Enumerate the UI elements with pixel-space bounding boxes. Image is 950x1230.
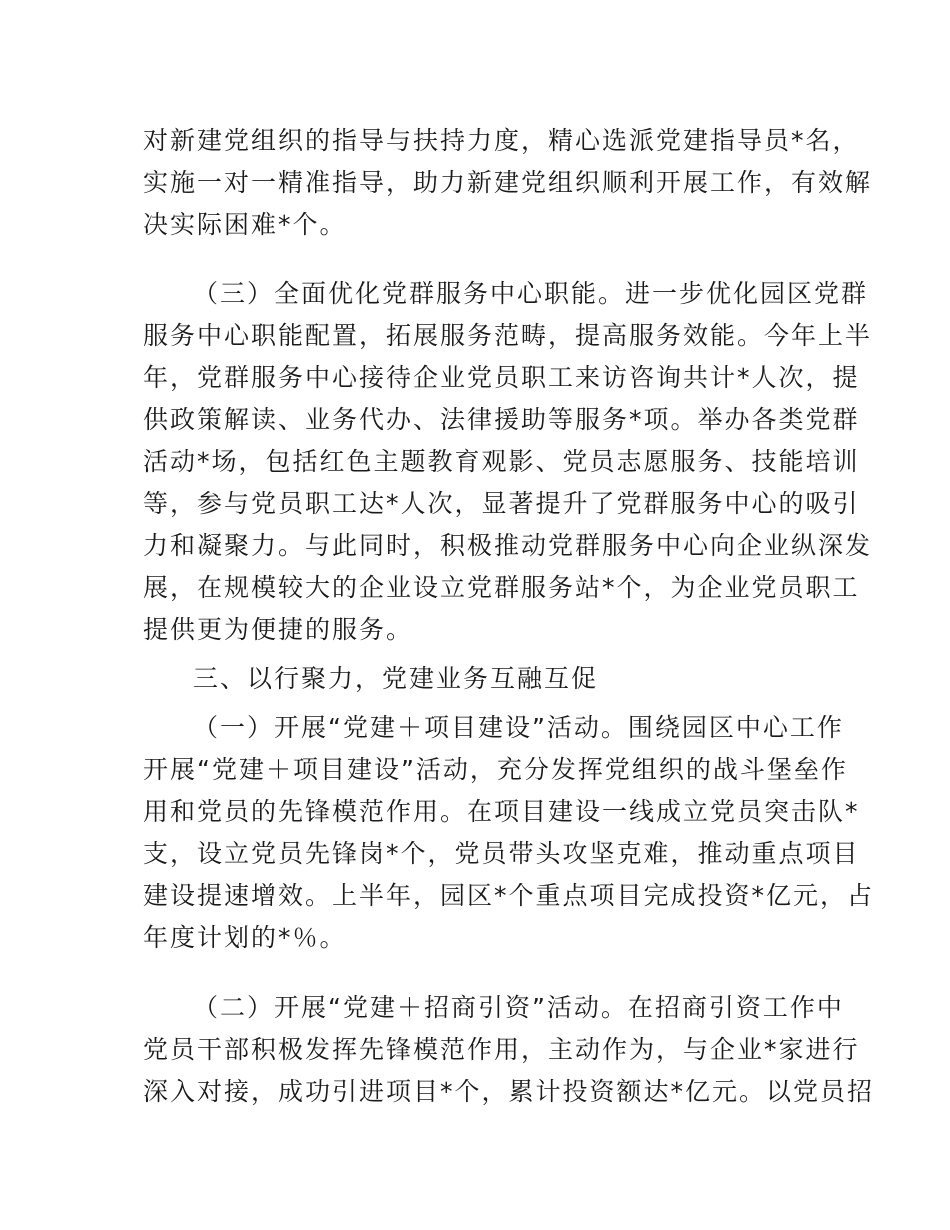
paragraph-line: 决实际困难*个。: [143, 210, 347, 239]
paragraph-line: 力和凝聚力。与此同时，积极推动党群服务中心向企业纵深发: [143, 531, 873, 560]
paragraph-line: 等，参与党员职工达*人次，显著提升了党群服务中心的吸引: [143, 489, 860, 518]
section-heading-line: （三）全面优化党群服务中心职能。进一步优化园区党群: [193, 279, 869, 308]
paragraph-line: 深入对接，成功引进项目*个，累计投资额达*亿元。以党员招: [143, 1077, 875, 1106]
paragraph-line: 年，党群服务中心接待企业党员职工来访咨询共计*人次，提: [143, 363, 860, 392]
paragraph-line: 年度计划的*％。: [143, 923, 347, 952]
paragraph-line: 支，设立党员先锋岗*个，党员带头攻坚克难，推动重点项目: [143, 839, 860, 868]
chapter-heading: 三、以行聚力，党建业务互融互促: [193, 664, 599, 693]
section-heading-line: （一）开展“党建＋项目建设”活动。围绕园区中心工作: [193, 713, 844, 742]
paragraph-line: 活动*场，包括红色主题教育观影、党员志愿服务、技能培训: [143, 447, 860, 476]
paragraph-line: 党员干部积极发挥先锋模范作用，主动作为，与企业*家进行: [143, 1035, 860, 1064]
paragraph-line: 用和党员的先锋模范作用。在项目建设一线成立党员突击队*: [143, 797, 860, 826]
paragraph-line: 提供更为便捷的服务。: [143, 615, 414, 644]
paragraph-line: 服务中心职能配置，拓展服务范畴，提高服务效能。今年上半: [143, 321, 873, 350]
section-heading-line: （二）开展“党建＋招商引资”活动。在招商引资工作中: [193, 993, 844, 1022]
paragraph-line: 供政策解读、业务代办、法律援助等服务*项。举办各类党群: [143, 405, 860, 434]
paragraph-line: 建设提速增效。上半年，园区*个重点项目完成投资*亿元，占: [143, 881, 875, 910]
paragraph-line: 实施一对一精准指导，助力新建党组织顺利开展工作，有效解: [143, 168, 873, 197]
paragraph-line: 展，在规模较大的企业设立党群服务站*个，为企业党员职工: [143, 573, 860, 602]
paragraph-line: 开展“党建＋项目建设”活动，充分发挥党组织的战斗堡垒作: [143, 755, 848, 784]
paragraph-line: 对新建党组织的指导与扶持力度，精心选派党建指导员*名，: [143, 126, 860, 155]
